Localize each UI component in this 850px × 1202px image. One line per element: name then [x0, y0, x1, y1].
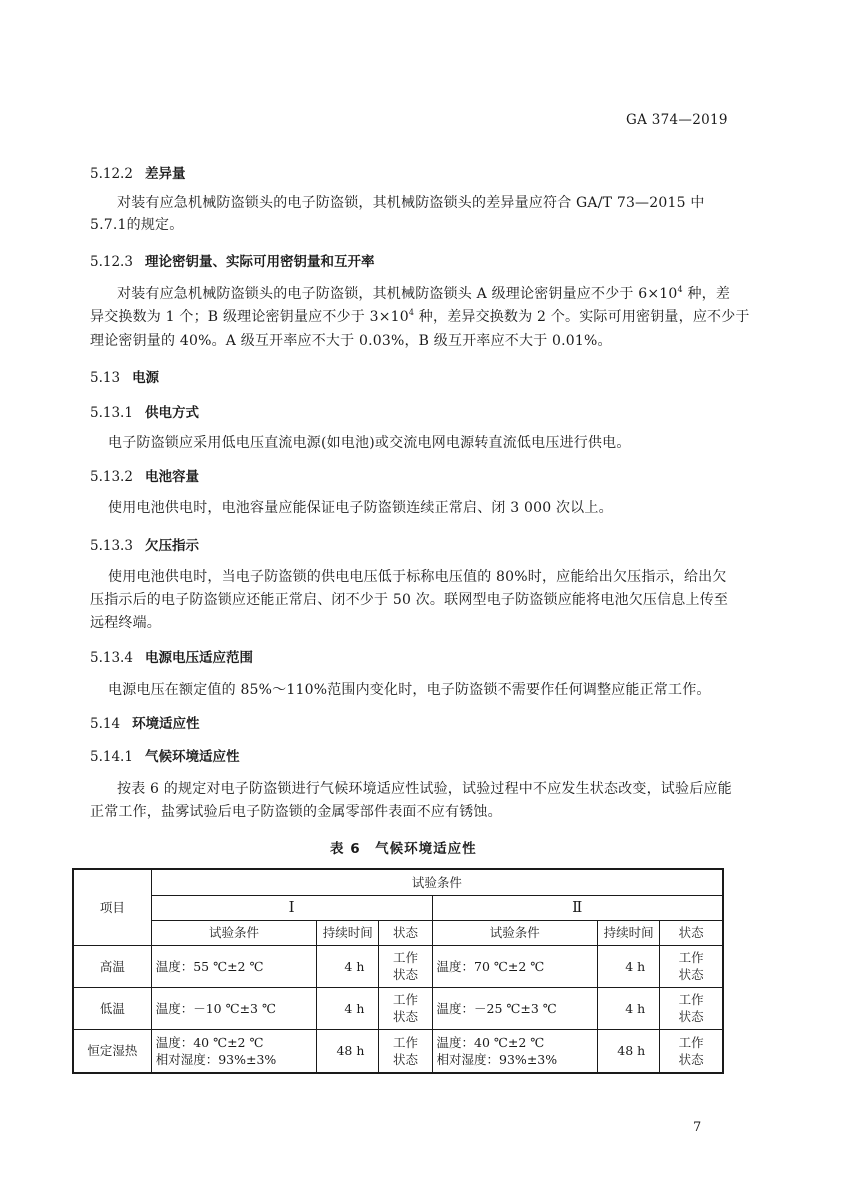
section-number: 5.12.2	[90, 166, 133, 182]
section-5-13-4-heading	[90, 646, 253, 666]
state-line: 状态	[392, 1051, 418, 1067]
section-title: 电源电压适应范围	[144, 650, 253, 666]
section-title: 差异量	[144, 166, 186, 182]
state-line: 工作	[678, 992, 704, 1007]
subheader-condition: 试验条件	[151, 920, 316, 945]
section-number: 5.13.2	[90, 469, 133, 485]
paragraph-5-14-1-line-1: 按表 6 的规定对电子防盗锁进行气候环境适应性试验，试验过程中不应发生状态改变，试验后应能	[117, 781, 732, 797]
document-id: GA 374—2019	[626, 112, 728, 128]
subheader-state: 状态	[660, 920, 723, 945]
paragraph-5-12-3-line-2	[90, 306, 750, 326]
table-header-row	[73, 869, 723, 895]
paragraph-5-12-3-line-1	[117, 283, 730, 303]
paragraph-5-12-2-line-2: 5.7.1的规定。	[90, 217, 184, 233]
condition-line: 温度：－10 ℃±3 ℃	[155, 1000, 276, 1016]
subheader-state: 状态	[379, 920, 432, 945]
state-line: 状态	[678, 967, 704, 982]
condition-line: 温度：55 ℃±2 ℃	[155, 958, 264, 974]
state-line: 状态	[392, 967, 418, 982]
section-5-12-2-heading	[90, 162, 185, 182]
table-row	[73, 987, 723, 1029]
state-line: 工作	[392, 1034, 418, 1050]
row-condition-1	[151, 987, 316, 1029]
state-line: 状态	[392, 1009, 418, 1024]
paragraph-5-14-1-line-2: 正常工作，盐雾试验后电子防盗锁的金属零部件表面不应有锈蚀。	[90, 804, 502, 820]
row-state-2	[660, 945, 723, 987]
section-number: 5.13	[90, 370, 121, 386]
row-condition-2	[432, 987, 597, 1029]
superscript: 4	[677, 285, 683, 294]
section-title: 电池容量	[144, 469, 199, 485]
section-number: 5.13.3	[90, 538, 133, 554]
paragraph-5-13-3-line-3: 远程终端。	[90, 615, 161, 631]
state-line: 状态	[678, 1009, 704, 1024]
section-title: 气候环境适应性	[144, 749, 240, 765]
section-title: 欠压指示	[144, 538, 199, 554]
state-line: 状态	[678, 1051, 704, 1067]
text-run: 种，差	[682, 286, 731, 302]
condition-line: 温度：40 ℃±2 ℃	[155, 1034, 264, 1050]
row-condition-1	[151, 1029, 316, 1073]
text-run: 对装有应急机械防盗锁头的电子防盗锁，其机械防盗锁头 A 级理论密钥量应不少于 6×10	[117, 286, 678, 302]
section-5-13-3-heading	[90, 534, 199, 554]
row-state-1	[379, 1029, 432, 1073]
section-number: 5.14	[90, 716, 121, 732]
section-number: 5.13.4	[90, 650, 133, 666]
state-line: 工作	[678, 950, 704, 965]
paragraph-5-12-2-line-1: 对装有应急机械防盗锁头的电子防盗锁，其机械防盗锁头的差异量应符合 GA/T 73—2015 中	[117, 195, 705, 211]
section-5-13-2-heading	[90, 465, 199, 485]
table-subheader-row	[73, 920, 723, 945]
paragraph-5-13-3-line-1: 使用电池供电时，当电子防盗锁的供电电压低于标称电压值的 80%时，应能给出欠压指示，给出欠	[108, 569, 727, 585]
section-number: 5.12.3	[90, 254, 133, 270]
row-state-1	[379, 945, 432, 987]
header-test-conditions: 试验条件	[151, 869, 723, 895]
row-condition-2	[432, 1029, 597, 1073]
subheader-condition: 试验条件	[432, 920, 597, 945]
row-item: 低温	[73, 987, 151, 1029]
section-title: 理论密钥量、实际可用密钥量和互开率	[144, 254, 375, 270]
section-number: 5.14.1	[90, 749, 133, 765]
text-run: 异交换数为 1 个；B 级理论密钥量应不少于 3×10	[90, 309, 409, 325]
section-5-12-3-heading	[90, 250, 374, 270]
row-item: 恒定湿热	[73, 1029, 151, 1073]
condition-line: 相对湿度：93%±3%	[155, 1051, 277, 1067]
row-duration-1: 4 h	[317, 987, 379, 1029]
text-run: 种，差异交换数为 2 个。实际可用密钥量，应不少于	[414, 309, 750, 325]
section-title: 供电方式	[144, 405, 199, 421]
condition-line: 温度：－25 ℃±3 ℃	[436, 1000, 557, 1016]
subheader-duration: 持续时间	[598, 920, 660, 945]
section-number: 5.13.1	[90, 405, 133, 421]
row-duration-1: 4 h	[317, 945, 379, 987]
header-group-1: Ⅰ	[151, 895, 432, 920]
paragraph-5-13-2: 使用电池供电时，电池容量应能保证电子防盗锁连续正常启、闭 3 000 次以上。	[108, 500, 613, 516]
row-condition-1	[151, 945, 316, 987]
header-item: 项目	[73, 869, 151, 945]
paragraph-5-13-3-line-2: 压指示后的电子防盗锁应还能正常启、闭不少于 50 次。联网型电子防盗锁应能将电池欠压信息上传至	[90, 592, 729, 608]
paragraph-5-13-4: 电源电压在额定值的 85%～110%范围内变化时，电子防盗锁不需要作任何调整应能正常工作。	[108, 682, 711, 698]
section-5-13-heading	[90, 366, 159, 386]
header-group-2: Ⅱ	[432, 895, 723, 920]
row-state-2	[660, 1029, 723, 1073]
state-line: 工作	[678, 1034, 704, 1050]
state-line: 工作	[392, 992, 418, 1007]
paragraph-5-13-1: 电子防盗锁应采用低电压直流电源(如电池)或交流电网电源转直流低电压进行供电。	[108, 435, 631, 451]
climate-adaptability-table	[72, 868, 724, 1074]
row-item: 高温	[73, 945, 151, 987]
row-duration-2: 4 h	[598, 987, 660, 1029]
row-condition-2	[432, 945, 597, 987]
condition-line: 温度：40 ℃±2 ℃	[436, 1034, 545, 1050]
table-row	[73, 1029, 723, 1073]
section-5-13-1-heading	[90, 401, 199, 421]
section-5-14-1-heading	[90, 745, 239, 765]
row-duration-1: 48 h	[317, 1029, 379, 1073]
row-duration-2: 48 h	[598, 1029, 660, 1073]
state-line: 工作	[392, 950, 418, 965]
section-5-14-heading	[90, 712, 200, 732]
paragraph-5-12-3-line-3: 理论密钥量的 40%。A 级互开率应不大于 0.03%，B 级互开率应不大于 0.01%。	[90, 333, 612, 349]
page-number: 7	[693, 1120, 702, 1135]
subheader-duration: 持续时间	[317, 920, 379, 945]
table-group-row	[73, 895, 723, 920]
section-title: 电源	[132, 370, 160, 386]
section-title: 环境适应性	[132, 716, 200, 732]
table-row	[73, 945, 723, 987]
condition-line: 温度：70 ℃±2 ℃	[436, 958, 545, 974]
condition-line: 相对湿度：93%±3%	[436, 1051, 558, 1067]
table-caption: 表 6 气候环境适应性	[330, 841, 477, 857]
row-state-2	[660, 987, 723, 1029]
row-duration-2: 4 h	[598, 945, 660, 987]
row-state-1	[379, 987, 432, 1029]
superscript: 4	[408, 308, 415, 317]
